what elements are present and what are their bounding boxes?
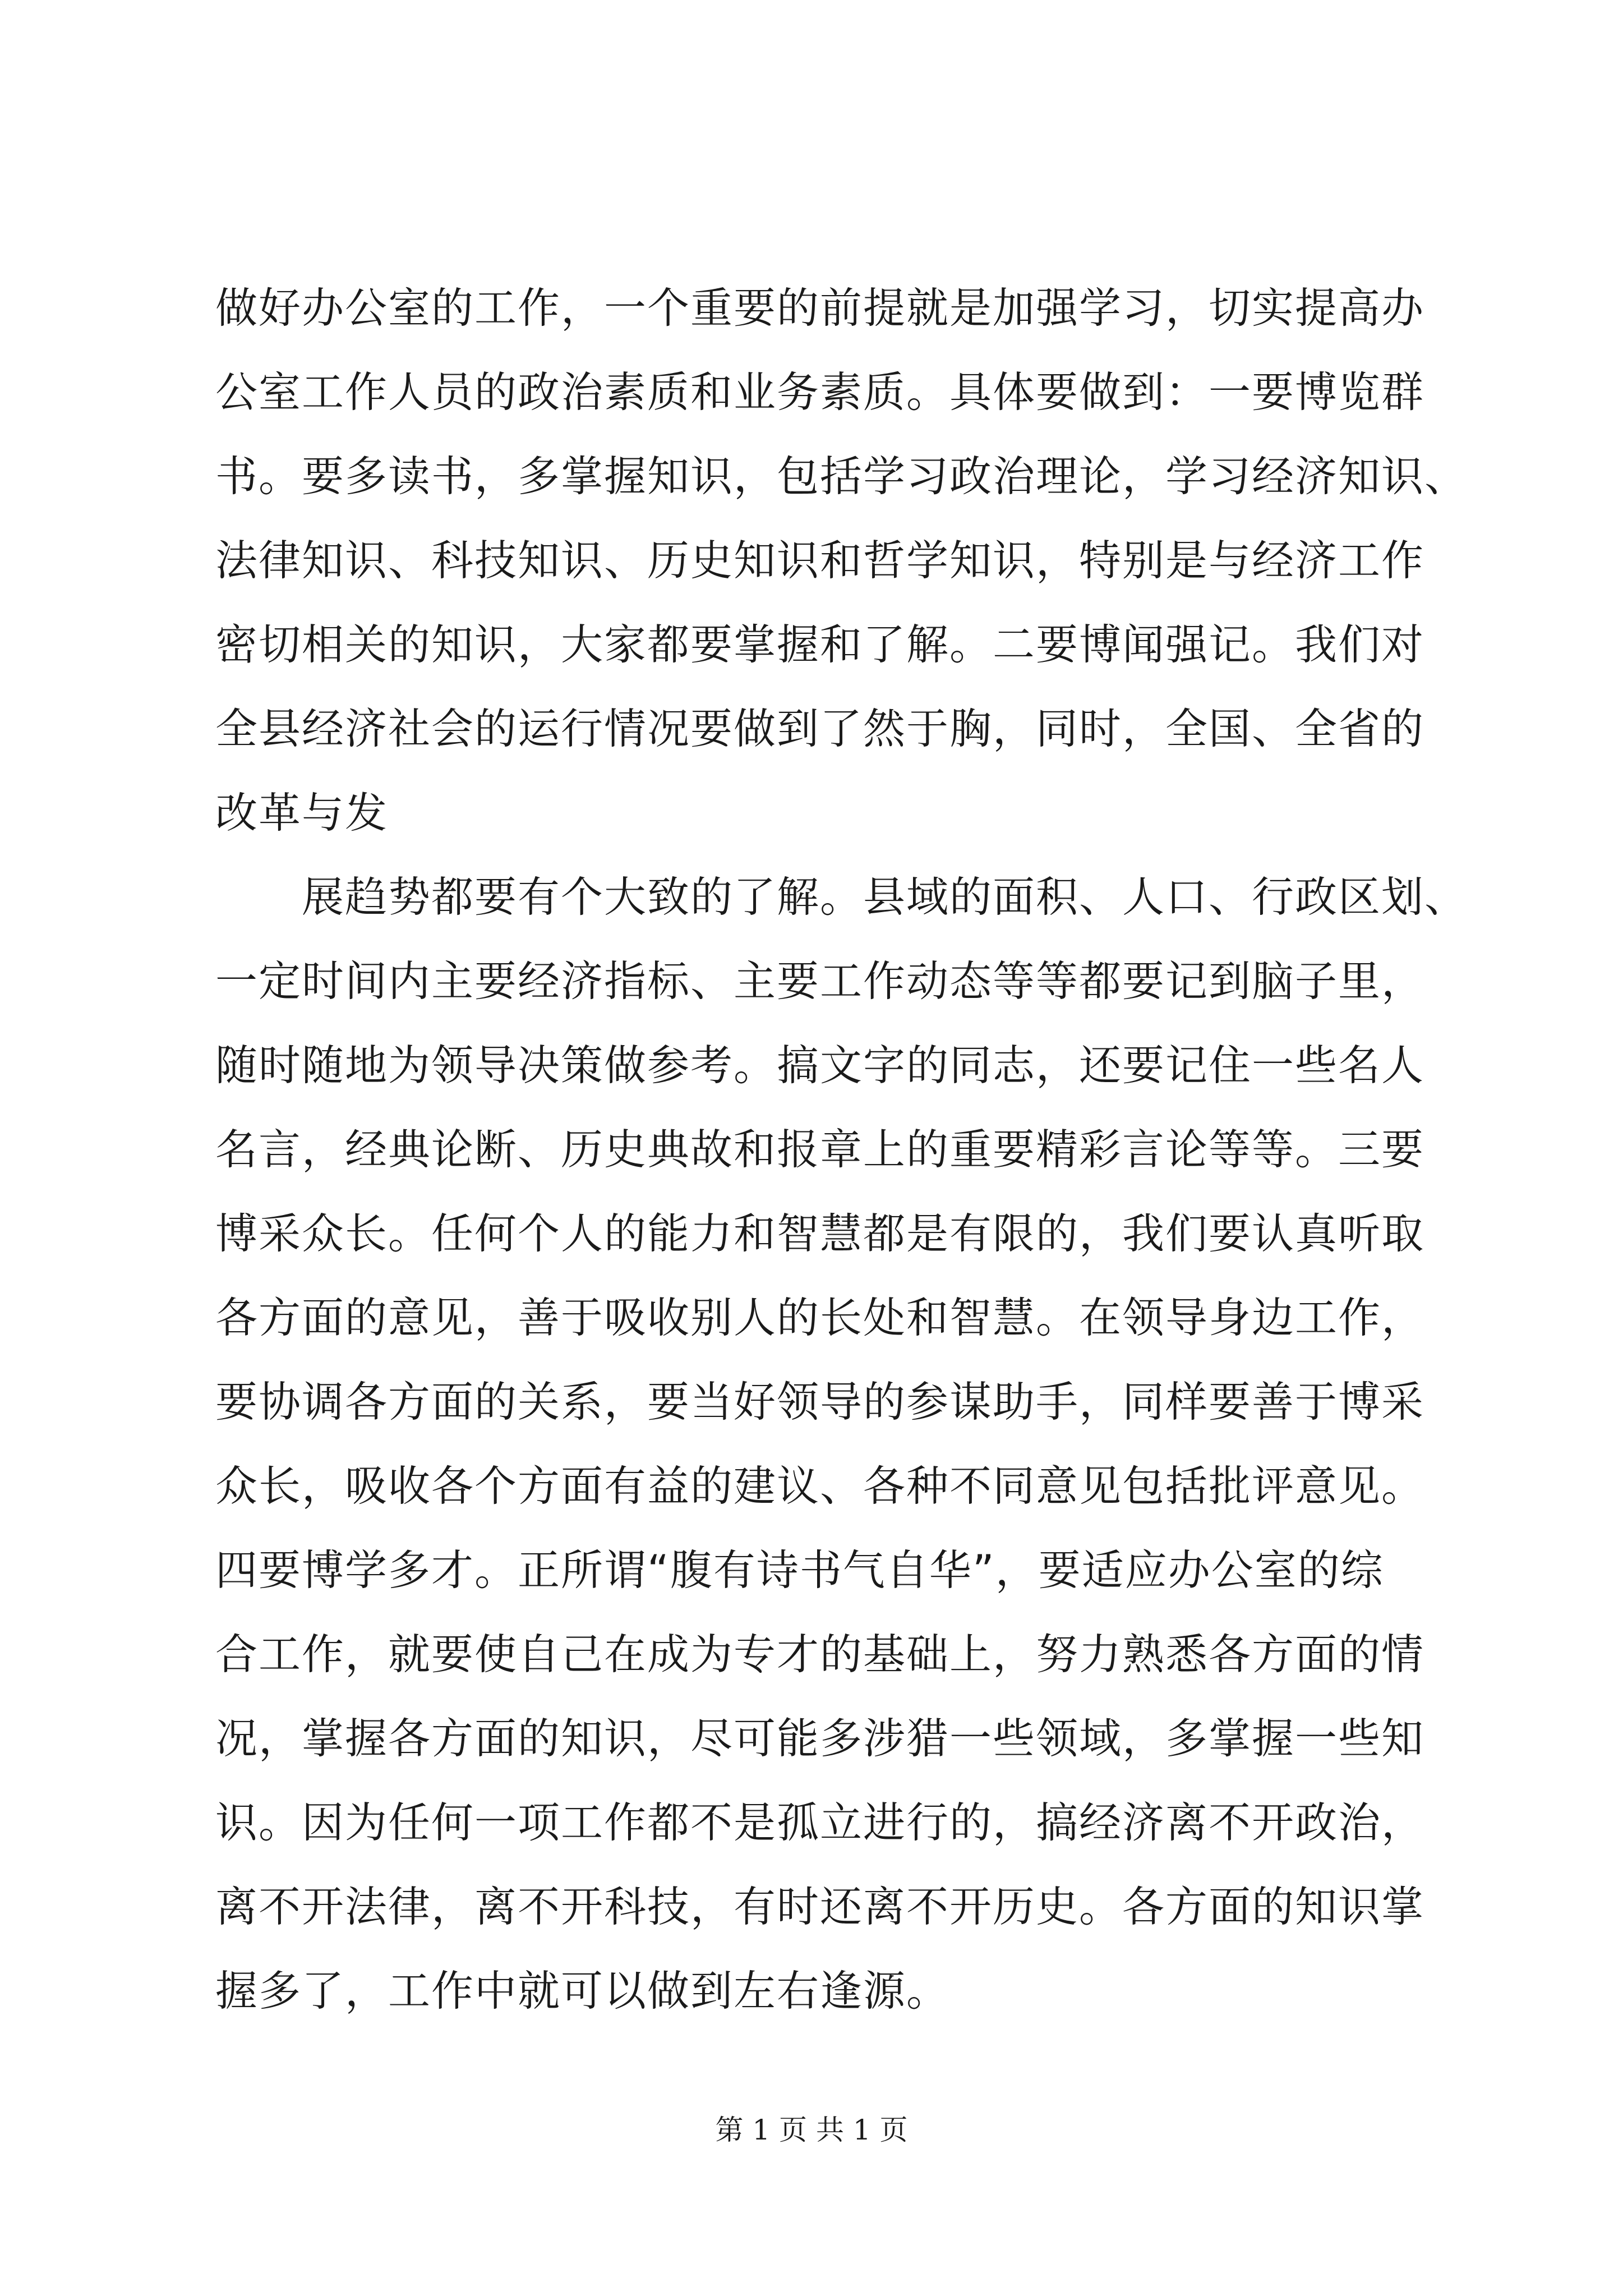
text-line: 握多了，工作中就可以做到左右逢源。 [215, 1966, 950, 2016]
text-line: 展趋势都要有个大致的了解。县域的面积、人口、行政区划、 [215, 872, 1468, 922]
text-line: 离不开法律，离不开科技，有时还离不开历史。各方面的知识掌 [215, 1882, 1425, 1931]
text-line: 密切相关的知识，大家都要掌握和了解。二要博闻强记。我们对 [215, 620, 1425, 669]
page-footer [0, 2110, 1623, 2150]
text-line: 一定时间内主要经济指标、主要工作动态等等都要记到脑子里， [215, 956, 1425, 1006]
text-line: 博采众长。任何个人的能力和智慧都是有限的，我们要认真听取 [215, 1209, 1425, 1258]
text-line: 全县经济社会的运行情况要做到了然于胸，同时，全国、全省的 [215, 704, 1425, 753]
text-line: 法律知识、科技知识、历史知识和哲学知识，特别是与经济工作 [215, 536, 1425, 585]
text-line: 况，掌握各方面的知识，尽可能多涉猎一些领域，多掌握一些知 [215, 1714, 1425, 1763]
text-line: 众长，吸收各个方面有益的建议、各种不同意见包括批评意见。 [215, 1461, 1425, 1511]
text-line: 识。因为任何一项工作都不是孤立进行的，搞经济离不开政治， [215, 1798, 1425, 1847]
text-line: 四要博学多才。正所谓“腹有诗书气自华”，要适应办公室的综 [215, 1545, 1384, 1595]
page-number: 第 1 页 共 1 页 [715, 2114, 908, 2146]
text-line: 做好办公室的工作，一个重要的前提就是加强学习，切实提高办 [215, 283, 1425, 333]
text-line: 各方面的意见，善于吸收别人的长处和智慧。在领导身边工作， [215, 1293, 1425, 1342]
body-text [215, 266, 1468, 2033]
text-line: 书。要多读书，多掌握知识，包括学习政治理论，学习经济知识、 [215, 452, 1468, 501]
text-line: 要协调各方面的关系，要当好领导的参谋助手，同样要善于博采 [215, 1377, 1425, 1427]
text-line: 公室工作人员的政治素质和业务素质。具体要做到：一要博览群 [215, 367, 1425, 417]
text-line: 合工作，就要使自己在成为专才的基础上，努力熟悉各方面的情 [215, 1630, 1425, 1679]
text-line: 改革与发 [215, 788, 389, 838]
text-line: 名言，经典论断、历史典故和报章上的重要精彩言论等等。三要 [215, 1125, 1425, 1174]
text-line: 随时随地为领导决策做参考。搞文字的同志，还要记住一些名人 [215, 1041, 1425, 1090]
